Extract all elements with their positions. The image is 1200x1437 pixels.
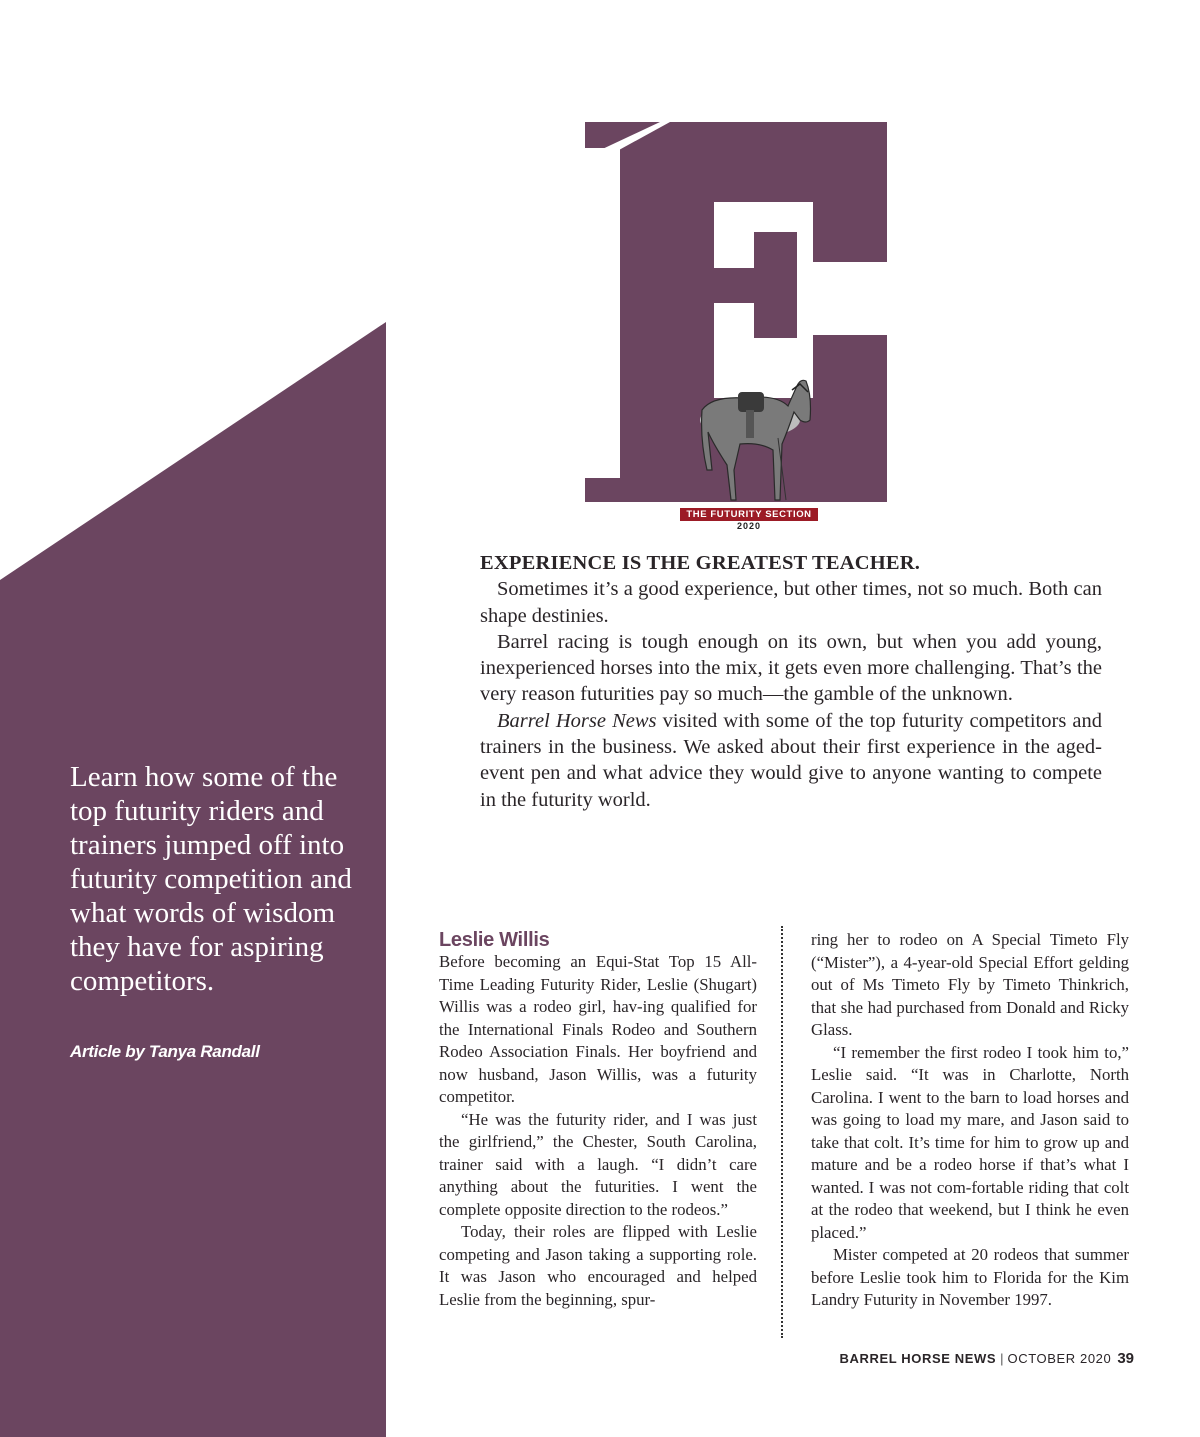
pull-quote: Learn how some of the top futurity riders and trainers jumped off into futurity competition and what words of wisdom they have for aspiring competitors. — [70, 761, 352, 997]
footer-publication: BARREL HORSE NEWS — [839, 1351, 997, 1366]
article-subhead: Leslie Willis — [439, 929, 550, 951]
article-paragraph: Before becoming an Equi-Stat Top 15 All-Time Leading Futurity Rider, Leslie (Shugart) Willis was a rodeo girl, hav-ing qualified for the International Finals Rodeo and Southern Rodeo Association Finals. Her boyfriend and now husband, Jason Willis, was a futurity competitor. — [439, 952, 757, 1106]
drop-cap-e — [560, 100, 910, 520]
intro-paragraph-1: Sometimes it’s a good experience, but other times, not so much. Both can shape destinies. — [480, 578, 1102, 627]
article-paragraph: Today, their roles are flipped with Leslie competing and Jason taking a supporting role. It was Jason who encouraged and helped Leslie from the beginning, spur- — [439, 1222, 757, 1309]
article-paragraph: “He was the futurity rider, and I was just the girlfriend,” the Chester, South Carolina, trainer said with a laugh. “I didn’t care anything about the futurities. I went the complete opposite direction to the rodeos.” — [439, 1109, 757, 1219]
section-year: 2020 — [736, 521, 762, 531]
article-column-2 — [811, 929, 1129, 1312]
article-column-1 — [439, 929, 757, 1311]
publication-name: Barrel Horse News — [497, 709, 657, 732]
footer-separator: | — [1000, 1351, 1004, 1366]
intro-paragraph-3 — [480, 708, 1102, 813]
intro-block — [480, 550, 1102, 813]
intro-paragraph-2: Barrel racing is tough enough on its own, but when you add young, inexperienced horses into the mix, it gets even more challenging. That’s the very reason futurities pay so much—the gamble of the unknown. — [480, 630, 1102, 706]
page-footer — [840, 1350, 1134, 1367]
section-tag: THE FUTURITY SECTION — [680, 508, 818, 521]
intro-paragraph-3-text: visited with some of the top futurity competitors and trainers in the business. We asked about their first experience in the aged-event pen and what advice they would give to anyone wanting to compete in the futurity world. — [480, 709, 1102, 811]
article-paragraph: ring her to rodeo on A Special Timeto Fly (“Mister”), a 4-year-old Special Effort gelding out of Ms Timeto Fly by Timeto Thinkrich, that she had purchased from Donald and Ricky Glass. — [811, 930, 1129, 1039]
page-number: 39 — [1117, 1350, 1134, 1367]
article-paragraph: “I remember the first rodeo I took him to,” Leslie said. “It was in Charlotte, North Carolina. I went to the barn to load horses and was going to load my mare, and Jason said to take that colt. It’s time for him to grow up and mature and be a rodeo horse if that’s what I wanted. I was not com-fortable riding that colt at the rodeo that weekend, but I think he even placed.” — [811, 1042, 1129, 1242]
column-divider — [781, 926, 783, 1338]
article-paragraph: Mister competed at 20 rodeos that summer before Leslie took him to Florida for the Kim Landry Futurity in November 1997. — [811, 1245, 1129, 1309]
footer-date: OCTOBER 2020 — [1007, 1351, 1112, 1366]
byline: Article by Tanya Randall — [70, 1042, 260, 1061]
intro-headline: EXPERIENCE IS THE GREATEST TEACHER. — [480, 552, 921, 574]
